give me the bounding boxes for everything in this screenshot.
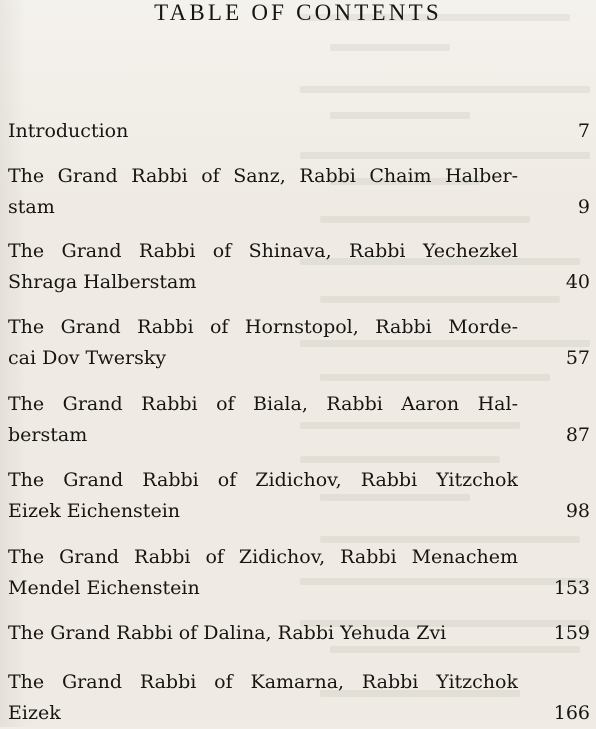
toc-entry-line	[8, 465, 590, 496]
toc-page-number: 98	[565, 500, 590, 522]
toc-entry-sanz[interactable]	[8, 161, 590, 223]
toc-entry-title-continued: Mendel Eichenstein	[8, 577, 200, 599]
toc-page-number: 153	[553, 577, 590, 599]
toc-entry-zidichov-menachem[interactable]	[8, 542, 590, 604]
toc-entry-title-continued: Shraga Halberstam	[8, 271, 197, 293]
toc-entry-title: The Grand Rabbi of Kamarna, Rabbi Yitzchok	[8, 671, 518, 693]
toc-entry-title: The Grand Rabbi of Sanz, Rabbi Chaim Halber-	[8, 165, 518, 187]
toc-entry-line	[8, 116, 590, 147]
toc-entry-introduction[interactable]	[8, 116, 590, 147]
toc-entry-kamarna[interactable]	[8, 667, 590, 729]
toc-page-number: 87	[565, 424, 590, 446]
toc-entry-line	[8, 312, 590, 343]
toc-entry-shinava[interactable]	[8, 236, 590, 298]
toc-page-number: 57	[565, 347, 590, 369]
toc-entry-title-continued: berstam	[8, 424, 88, 446]
toc-entry-line	[8, 420, 590, 451]
toc-entry-dalina[interactable]	[8, 618, 590, 649]
toc-entry-line	[8, 161, 590, 192]
toc-entry-title: The Grand Rabbi of Zidichov, Rabbi Yitzchok	[8, 469, 518, 491]
toc-entry-line	[8, 389, 590, 420]
toc-page-number: 7	[577, 120, 590, 142]
toc-entry-line	[8, 496, 590, 527]
toc-entry-title: The Grand Rabbi of Biala, Rabbi Aaron Hal-	[8, 393, 518, 415]
toc-entry-line	[8, 267, 590, 298]
toc-entry-zidichov-yitzchok[interactable]	[8, 465, 590, 527]
toc-entry-title: The Grand Rabbi of Shinava, Rabbi Yechezkel	[8, 240, 518, 262]
toc-entry-biala[interactable]	[8, 389, 590, 451]
toc-page-number: 166	[553, 702, 590, 724]
toc-entry-line	[8, 192, 590, 223]
toc-entry-title-continued: Eizek	[8, 702, 61, 724]
toc-entry-line	[8, 667, 590, 698]
toc-entry-title: The Grand Rabbi of Dalina, Rabbi Yehuda Zvi	[8, 622, 447, 644]
toc-page-number: 159	[553, 622, 590, 644]
toc-page-number: 40	[565, 271, 590, 293]
toc-entry-line	[8, 573, 590, 604]
toc-entry-title: The Grand Rabbi of Zidichov, Rabbi Menachem	[8, 546, 518, 568]
toc-page-number: 9	[577, 196, 590, 218]
toc-entry-title: The Grand Rabbi of Hornstopol, Rabbi Morde-	[8, 316, 518, 338]
toc-entry-title-continued: Eizek Eichenstein	[8, 500, 181, 522]
toc-entry-line	[8, 542, 590, 573]
toc-entry-line	[8, 236, 590, 267]
toc-entry-title-continued: stam	[8, 196, 55, 218]
toc-entry-line	[8, 618, 590, 649]
toc-entry-title-continued: cai Dov Twersky	[8, 347, 167, 369]
toc-entry-line	[8, 698, 590, 729]
toc-entry-title: Introduction	[8, 120, 129, 142]
toc-entry-hornstopol[interactable]	[8, 312, 590, 374]
toc-entry-line	[8, 343, 590, 374]
page-title: TABLE OF CONTENTS	[154, 0, 442, 25]
